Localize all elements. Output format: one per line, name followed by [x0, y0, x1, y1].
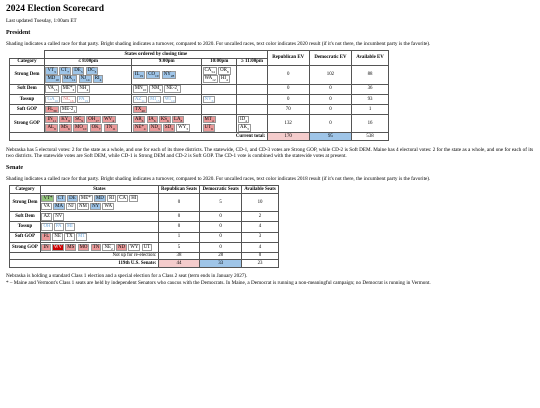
states-9pm: $AR_6$ $IA_6$ $KS_6$ $LA_8$ $NE*_4$ $ND_3$ $SD_3$ $WY_3$	[132, 115, 202, 133]
row-label: Soft GOP	[10, 104, 45, 114]
category-header: Category	[10, 58, 45, 65]
states-8pm: $VT_3$ $CT_7$ $DE_3$ $DC_3$ $MD_{10}$ $MA_{11}$ $NJ_{14}$ $RI_4$	[44, 66, 131, 84]
total-rep-ev: 170	[267, 133, 309, 140]
table-row	[10, 242, 279, 252]
states-9pm: $AZ_{11}$ $MI_{15}$ $WI_{10}$	[132, 94, 202, 104]
rep-ev: 0	[267, 84, 309, 94]
states-9pm: $IL_{19}$ $CO_{10}$ $NY_{28}$	[132, 66, 202, 84]
senate-note-2: * – Maine and Vermont's Class 1 seats are held by independent Senators who caucus with the Democrats. In Maine, a Democrat is running a non-meaningful campaign; no Democrat is running in Vermont.	[6, 279, 431, 286]
president-note: Nebraska has 5 electoral votes: 2 for the state as a whole, and one for each of its three districts. The statewide, CD-1, and CD-3 votes are Strong GOP, while CD-2 is Soft DEM. Maine has 4 electoral votes: 2 for the state as a whole, and one for each of its two districts. The statewide votes are Soft DEM, while CD-1 is Strong DEM and CD-2 is Soft GOP. The CD-1 vote is combined with the statewide votes at present.	[6, 146, 534, 160]
dem-ev-header: Democratic EV	[309, 51, 351, 66]
table-row	[10, 66, 389, 84]
states-11pm	[237, 104, 267, 114]
table-row	[10, 104, 389, 114]
row-label: Tossup	[10, 94, 45, 104]
avail-seats: 3	[242, 232, 279, 242]
senate-states: OH PA MI	[40, 222, 158, 232]
dem-ev: 0	[309, 84, 351, 94]
president-intro: Shading indicates a called race for that party. Bright shading indicates a turnover, compared to 2020. For uncalled races, text color indicates 2020 result (if it's not there, the incumbent party is the favorite).	[6, 41, 431, 48]
dem-seats: 5	[200, 193, 242, 211]
states-header: States	[40, 186, 158, 193]
current-total-label: Current total:	[10, 133, 268, 140]
states-10pm	[202, 84, 237, 94]
dem-seats: 0	[200, 212, 242, 222]
rep-seats: 1	[158, 232, 200, 242]
category-header: Category	[10, 186, 41, 193]
avail-seats: 10	[242, 193, 279, 211]
row-label: Soft Dem	[10, 212, 41, 222]
states-8pm: $VA_{13}$ $ME*_3$ $NH_4$	[44, 84, 131, 94]
avail-ev: 1	[352, 104, 389, 114]
states-11pm: $ID_4$ $AK_3$	[237, 115, 267, 133]
total-row	[10, 260, 279, 267]
president-table	[9, 50, 389, 140]
states-10pm	[202, 104, 237, 114]
total-row	[10, 133, 389, 140]
states-11pm	[237, 94, 267, 104]
row-label: Strong GOP	[10, 115, 45, 133]
table-row	[10, 222, 279, 232]
total-dem-seats: 33	[200, 260, 242, 267]
senate-total-label: 119th U.S. Senate:	[10, 260, 159, 267]
avail-ev: 16	[352, 115, 389, 133]
senate-states: FL NE TX MT	[40, 232, 158, 242]
avail-seats: 2	[242, 212, 279, 222]
page-title: 2024 Election Scorecard	[6, 4, 104, 14]
table-row	[10, 115, 389, 133]
rep-ev: 0	[267, 66, 309, 84]
states-8pm: $GA_{16}$ $NC_{16}$ $PA_{19}$	[44, 94, 131, 104]
avail-ev: 36	[352, 84, 389, 94]
total-dem-ev: 95	[309, 133, 351, 140]
rep-seats: 0	[158, 193, 200, 211]
table-row	[10, 232, 279, 242]
dem-seats: 0	[200, 222, 242, 232]
dem-seats: 0	[200, 232, 242, 242]
rep-ev: 70	[267, 104, 309, 114]
dem-ev: 0	[309, 115, 351, 133]
time-8pm-header: ≤ 8:00pm	[44, 58, 131, 65]
avail-seats-header: Available Seats	[242, 186, 279, 193]
senate-states: IN WV MS MO TN $NE_2$ ND WY UT	[40, 242, 158, 252]
row-label: Strong Dem	[10, 66, 45, 84]
avail-seats: 4	[242, 242, 279, 252]
rep-ev-header: Republican EV	[267, 51, 309, 66]
avail-seats: 4	[242, 222, 279, 232]
states-9pm: $TX_{40}$	[132, 104, 202, 114]
dem-ev: 0	[309, 104, 351, 114]
not-up-label: Not up for re-election:	[10, 252, 159, 259]
president-heading: President	[6, 30, 31, 37]
table-row	[10, 94, 389, 104]
time-9pm-header: 9:00pm	[132, 58, 202, 65]
table-row	[10, 212, 279, 222]
table-row	[10, 84, 389, 94]
not-up-avail: 0	[242, 252, 279, 259]
rep-ev: 132	[267, 115, 309, 133]
row-label: Strong GOP	[10, 242, 41, 252]
senate-heading: Senate	[6, 165, 23, 172]
senate-states: VT* CT DE ME* MD RI CA HI VA MA NJ NM NY WA	[40, 193, 158, 211]
rep-seats: 0	[158, 212, 200, 222]
row-label: Tossup	[10, 222, 41, 232]
dem-seats: 0	[200, 242, 242, 252]
states-11pm	[237, 84, 267, 94]
avail-ev-header: Available EV	[352, 51, 389, 66]
states-10pm: $CA_{54}$ $OR_8$ $WA_{12}$ $HI_4$	[202, 66, 237, 84]
states-11pm	[237, 66, 267, 84]
rep-seats: 5	[158, 242, 200, 252]
time-10pm-header: 10:00pm	[202, 58, 237, 65]
rep-seats-header: Republican Seats	[158, 186, 200, 193]
total-avail-ev: 538	[352, 133, 389, 140]
row-label: Soft GOP	[10, 232, 41, 242]
not-up-row	[10, 252, 279, 259]
senate-note-1: Nebraska is holding a standard Class 1 election and a special election for a Class 2 seat (term ends in January 2027).	[6, 272, 248, 279]
senate-table	[9, 185, 279, 267]
states-8pm: $FL_{30}$ $ME-2_1$	[44, 104, 131, 114]
rep-ev: 0	[267, 94, 309, 104]
row-label: Soft Dem	[10, 84, 45, 94]
dem-ev: 102	[309, 66, 351, 84]
row-label: Strong Dem	[10, 193, 41, 211]
total-avail-seats: 23	[242, 260, 279, 267]
senate-intro: Shading indicates a called race for that party. Bright shading indicates a turnover, compared to 2020. For uncalled races, text color indicates 2018 result (if it's not there, the incumbent party is the favorite).	[6, 176, 431, 183]
states-10pm: $MT_4$ $UT_6$	[202, 115, 237, 133]
dem-ev: 0	[309, 94, 351, 104]
rep-seats: 0	[158, 222, 200, 232]
states-by-time-header: States ordered by closing time	[44, 51, 267, 58]
last-updated: Last updated Tuesday, 1:00am ET	[6, 18, 77, 24]
dem-seats-header: Democratic Seats	[200, 186, 242, 193]
avail-ev: 93	[352, 94, 389, 104]
states-10pm: $NV_6$	[202, 94, 237, 104]
senate-states: AZ NV	[40, 212, 158, 222]
table-row	[10, 193, 279, 211]
not-up-rep: 38	[158, 252, 200, 259]
total-rep-seats: 44	[158, 260, 200, 267]
avail-ev: 88	[352, 66, 389, 84]
not-up-dem: 28	[200, 252, 242, 259]
time-11pm-header: ≥ 11:00pm	[237, 58, 267, 65]
states-9pm: $MN_{10}$ $NM_5$ $NE-2_1$	[132, 84, 202, 94]
states-8pm: $IN_{11}$ $KY_8$ $SC_9$ $OH_{17}$ $WV_4$ $AL_9$ $MS_6$ $MO_{10}$ $OK_7$ $TN_{11}$	[44, 115, 131, 133]
